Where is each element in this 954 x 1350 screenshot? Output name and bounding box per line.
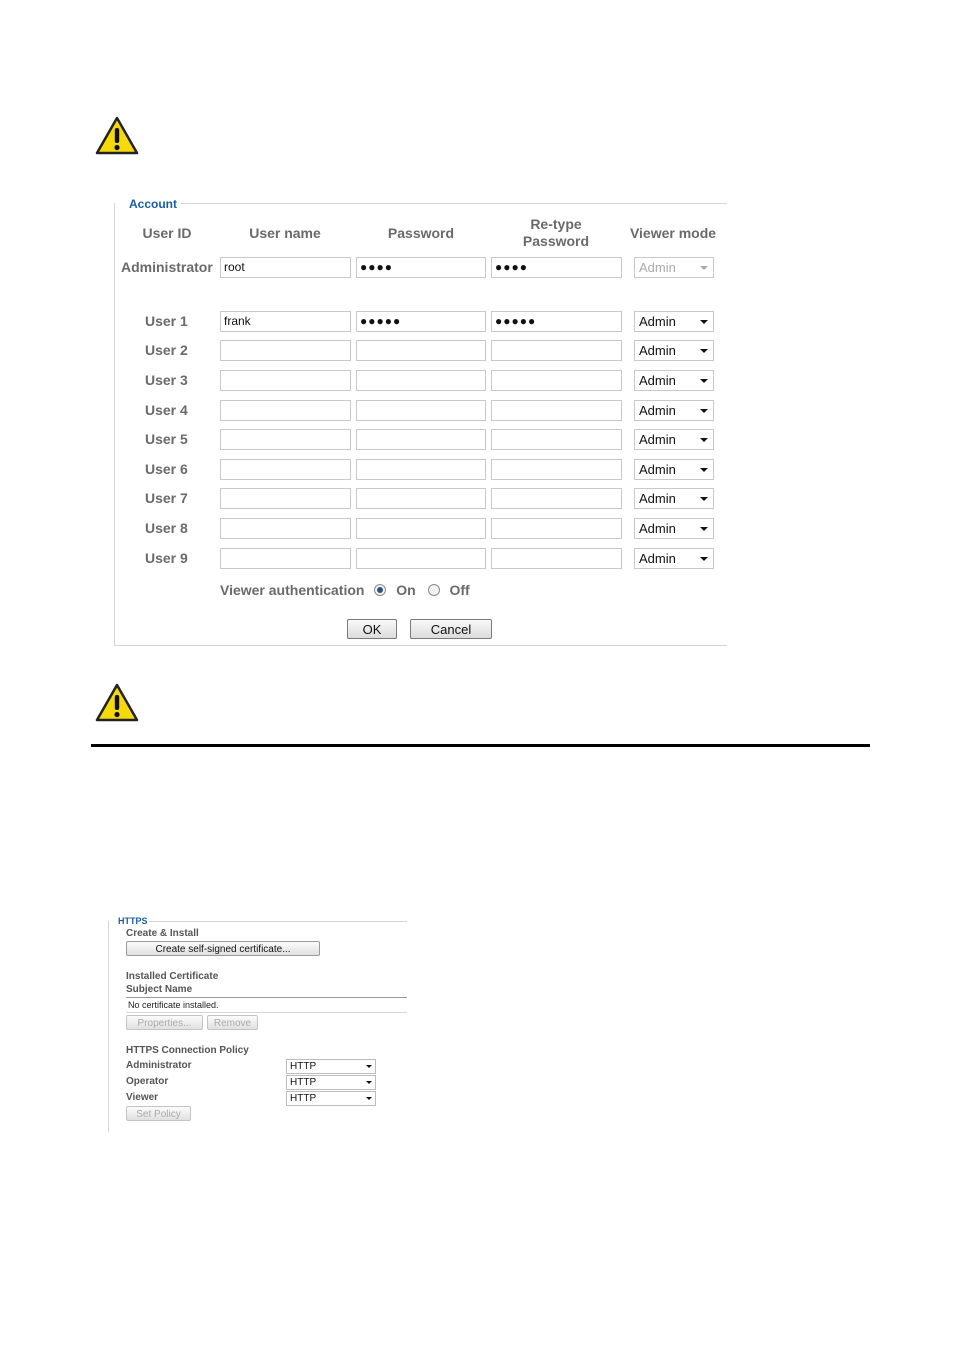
chevron-down-icon [366,1065,372,1068]
policy-title: HTTPS Connection Policy [126,1045,249,1056]
chevron-down-icon [700,468,708,472]
user-4-label: User 4 [145,402,188,418]
create-install-label: Create & Install [126,928,199,939]
section-divider [91,744,870,747]
viewer-auth-label: Viewer authentication [220,582,365,599]
chevron-down-icon [700,409,708,413]
user-6-viewer-mode-select[interactable]: Admin [634,459,714,480]
admin-label: Administrator [121,259,213,275]
user-6-label: User 6 [145,461,188,477]
https-panel [108,916,407,1132]
admin-viewer-mode-select: Admin [634,257,714,278]
user-9-retype-password-input[interactable] [491,548,622,569]
user-4-username-input[interactable] [220,400,351,421]
remove-button[interactable]: Remove [207,1015,258,1030]
user-9-username-input[interactable] [220,548,351,569]
chevron-down-icon [700,497,708,501]
user-4-viewer-mode-select[interactable]: Admin [634,400,714,421]
user-1-retype-password-input[interactable]: ●●●●● [491,311,622,332]
ok-button[interactable]: OK [347,619,397,639]
user-7-password-input[interactable] [356,488,486,509]
account-legend: Account [129,197,177,211]
user-3-label: User 3 [145,372,188,388]
user-7-username-input[interactable] [220,488,351,509]
user-7-viewer-mode-select[interactable]: Admin [634,488,714,509]
policy-select-viewer[interactable]: HTTP [286,1091,376,1106]
https-legend: HTTPS [118,916,148,926]
chevron-down-icon [700,320,708,324]
user-5-viewer-mode-select[interactable]: Admin [634,429,714,450]
viewer-auth-off-radio[interactable] [428,584,440,596]
user-4-retype-password-input[interactable] [491,400,622,421]
chevron-down-icon [700,557,708,561]
user-1-label: User 1 [145,313,188,329]
policy-select-operator[interactable]: HTTP [286,1075,376,1090]
user-3-viewer-mode-select[interactable]: Admin [634,370,714,391]
user-5-retype-password-input[interactable] [491,429,622,450]
subject-name-label: Subject Name [126,984,193,995]
user-9-label: User 9 [145,550,188,566]
header-user-id: User ID [142,225,192,241]
user-2-password-input[interactable] [356,340,486,361]
user-4-password-input[interactable] [356,400,486,421]
chevron-down-icon [366,1081,372,1084]
user-7-retype-password-input[interactable] [491,488,622,509]
viewer-authentication [220,580,470,598]
header-retype-password: Re-type Password [522,216,590,249]
user-9-viewer-mode-select[interactable]: Admin [634,548,714,569]
properties-button[interactable]: Properties... [126,1015,203,1030]
cancel-button[interactable]: Cancel [410,619,492,639]
policy-role-administrator: Administrator [126,1060,192,1071]
warning-icon [95,116,139,156]
viewer-auth-off-label: Off [449,582,470,599]
installed-certificate-label: Installed Certificate [126,971,219,982]
policy-role-viewer: Viewer [126,1092,159,1103]
user-5-password-input[interactable] [356,429,486,450]
admin-retype-password-input[interactable]: ●●●● [491,257,622,278]
user-2-username-input[interactable] [220,340,351,361]
user-8-retype-password-input[interactable] [491,518,622,539]
policy-role-operator: Operator [126,1076,169,1087]
user-3-retype-password-input[interactable] [491,370,622,391]
viewer-auth-on-radio[interactable] [374,584,386,596]
policy-select-administrator[interactable]: HTTP [286,1059,376,1074]
chevron-down-icon [700,379,708,383]
header-user-name: User name [249,225,321,241]
user-6-retype-password-input[interactable] [491,459,622,480]
user-3-username-input[interactable] [220,370,351,391]
user-8-viewer-mode-select[interactable]: Admin [634,518,714,539]
user-1-password-input[interactable]: ●●●●● [356,311,486,332]
user-2-viewer-mode-select[interactable]: Admin [634,340,714,361]
set-policy-button[interactable]: Set Policy [126,1106,191,1121]
user-9-password-input[interactable] [356,548,486,569]
user-1-username-input[interactable]: frank [220,311,351,332]
user-5-username-input[interactable] [220,429,351,450]
user-1-viewer-mode-select[interactable]: Admin [634,311,714,332]
viewer-auth-on-label: On [396,582,416,599]
user-2-label: User 2 [145,342,188,358]
user-3-password-input[interactable] [356,370,486,391]
header-viewer-mode: Viewer mode [629,225,717,241]
header-password: Password [387,225,455,241]
user-8-username-input[interactable] [220,518,351,539]
account-panel [114,197,727,646]
chevron-down-icon [366,1097,372,1100]
user-2-retype-password-input[interactable] [491,340,622,361]
no-certificate-text: No certificate installed. [128,1000,219,1010]
chevron-down-icon [700,266,708,270]
user-6-username-input[interactable] [220,459,351,480]
user-8-password-input[interactable] [356,518,486,539]
warning-icon [95,683,139,723]
chevron-down-icon [700,349,708,353]
admin-username-input[interactable]: root [220,257,351,278]
chevron-down-icon [700,527,708,531]
user-6-password-input[interactable] [356,459,486,480]
chevron-down-icon [700,438,708,442]
admin-password-input[interactable]: ●●●● [356,257,486,278]
create-certificate-button[interactable]: Create self-signed certificate... [126,941,320,956]
user-7-label: User 7 [145,490,188,506]
user-5-label: User 5 [145,431,188,447]
user-8-label: User 8 [145,520,188,536]
